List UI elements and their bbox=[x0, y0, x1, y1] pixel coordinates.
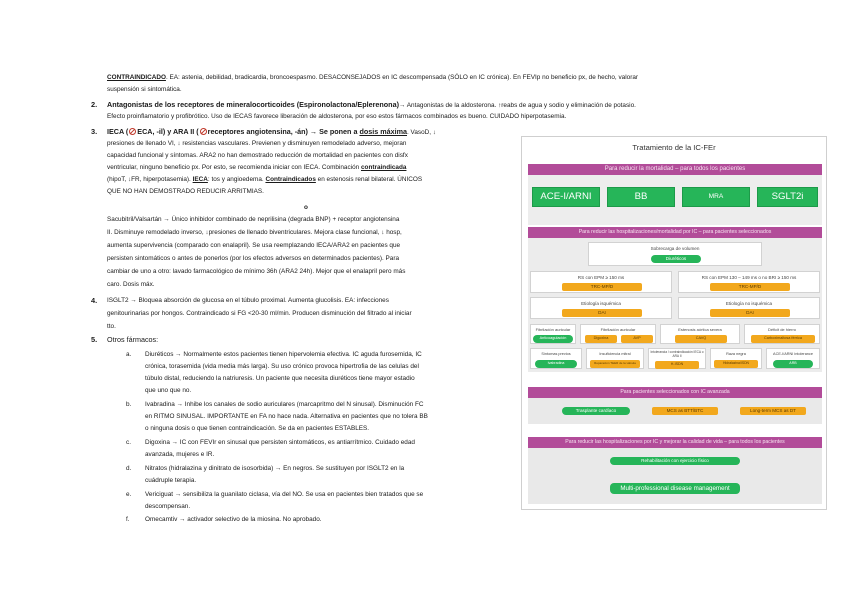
sub-f-line-1: Omecamtiv → activador selectivo de la miosina. No aprobado. bbox=[145, 516, 322, 523]
item-4-line-2: genitourinarias por hongos. Contraindicado si FG <20-30 ml/min. Producen disminución del filtrado al iniciar bbox=[107, 310, 412, 317]
multi-management-pill: Multi-professional disease management bbox=[610, 483, 740, 494]
volume-box bbox=[588, 242, 762, 266]
item-2-rest: → Antagonistas de la aldosterona. ↑reabs de agua y sodio y eliminación de potasio. bbox=[398, 102, 636, 109]
line-bb-2: suspensión si sintomática. bbox=[107, 86, 182, 93]
sub-e-marker: e. bbox=[126, 491, 132, 498]
quality-panel bbox=[528, 448, 822, 504]
line-text: . EA: astenia, debilidad, bradicardia, broncoespasmo. DESACONSEJADOS en IC descompensada (SÓLO en IC crónica). En FEVIp no beneficio px, de hecho, valorar bbox=[165, 74, 639, 81]
item-5-title: Otros fármacos: bbox=[107, 335, 159, 344]
row5-pill-3: H-ISDN bbox=[655, 361, 699, 369]
nonischemic-box bbox=[678, 297, 820, 319]
row4-box-1 bbox=[530, 324, 576, 344]
row5-pill-2: Reparación TEER de la válvula bbox=[590, 360, 640, 368]
sub-a-line-1: Diuréticos → Normalmente estos pacientes tienen hipervolemia efectiva. IC aguda furosemida, IC bbox=[145, 351, 422, 358]
t-c: receptores angiotensina, -án) → Se ponen a bbox=[207, 127, 360, 136]
row4-label-5: Déficit de hierro bbox=[767, 327, 796, 332]
sr-right-box bbox=[678, 271, 820, 293]
sub-a-line-4: que uno que no. bbox=[145, 387, 192, 394]
band-mortality: Para reducir la mortalidad – para todos los pacientes bbox=[528, 164, 822, 175]
band-advanced: Para pacientes seleccionados con IC avanzada bbox=[528, 387, 822, 398]
max-dose: dosis máxima bbox=[359, 127, 407, 136]
item-4-number: 4. bbox=[91, 296, 98, 305]
row5-pill-5: ARB bbox=[773, 360, 813, 368]
treatment-figure bbox=[521, 136, 827, 510]
item-3-line-6: QUE NO HAN DEMOSTRADO REDUCIR ARRITMIAS. bbox=[107, 188, 264, 195]
pillar-mra: MRA bbox=[682, 187, 750, 207]
contraindicated-label: CONTRAINDICADO bbox=[107, 74, 166, 81]
item-5-number: 5. bbox=[91, 335, 98, 344]
row4-box-2 bbox=[580, 324, 656, 344]
sub-b-marker: b. bbox=[126, 401, 132, 408]
nonischemic-label: Etiología no isquémica bbox=[725, 301, 773, 306]
item-2-line-2: Efecto proinflamatorio y profibrótico. Uso de IECAS favorece liberación de aldosterona, por eso estos fármacos combinados es bueno. CUIDADO hiperpotasemia. bbox=[107, 113, 567, 120]
row5-box-5 bbox=[766, 348, 820, 369]
row5-pill-4: Hidralazina/ISDN bbox=[714, 360, 758, 368]
t-a: IECA ( bbox=[107, 127, 129, 136]
row4-pill-5: Carboximaltosa férrica bbox=[751, 335, 815, 343]
sub-c-marker: c. bbox=[126, 439, 131, 446]
row5-box-2 bbox=[586, 348, 644, 369]
sub-c-line-2: avanzada, mujeres e IR. bbox=[145, 451, 215, 458]
row5-label-2: Insuficiencia mitral bbox=[599, 352, 631, 356]
t: ventricular, ninguno beneficio px. Por esto, se recomienda iniciar con IECA. Combinación bbox=[107, 164, 361, 171]
sub-d-marker: d. bbox=[126, 465, 132, 472]
row4-pill-2: Digoxina bbox=[585, 335, 617, 343]
row5-box-3 bbox=[648, 348, 706, 369]
figure-title: Tratamiento de la IC-FEr bbox=[632, 143, 716, 152]
sr-right-label: RS con EPM 130 – 149 ms o no BRI ≥ 150 ms bbox=[701, 275, 797, 280]
sub-a-line-3: túbulo distal, reduciendo la natriuresis. Un paciente que necesita diuréticos tiene mayor estadio bbox=[145, 375, 415, 382]
row5-label-4: Raza negra bbox=[726, 352, 746, 356]
advanced-panel bbox=[528, 398, 822, 424]
ieca: IECA bbox=[192, 176, 208, 183]
sv-line-1: Sacubitril/Valsartán → Único inhibidor combinado de neprilisina (degrada BNP) + receptor angiotensina bbox=[107, 216, 400, 223]
item-3-line-5 bbox=[107, 174, 422, 185]
prohibited-icon bbox=[129, 128, 136, 135]
pillar-sglt2i: SGLT2i bbox=[757, 187, 818, 207]
sub-d-line-2: cuádruple terapia. bbox=[145, 477, 197, 484]
adv-mcs-btt-pill: MCS as BTT/BTC bbox=[652, 407, 718, 415]
t-b: ECA, -il) y ARA II ( bbox=[137, 127, 199, 136]
sub-b-line-2: en RITMO SINUSAL. IMPORTANTE en FA no hace nada. Alternativa en pacientes que no tolera BB bbox=[145, 413, 428, 420]
item-3-line-3: capacidad funcional y síntomas. ARA2 no han demostrado reducción de mortalidad en pacientes con disfx bbox=[107, 152, 408, 159]
row4-pill-4: CAVQ bbox=[675, 335, 727, 343]
band-selected: Para reducir las hospitalizaciones/mortalidad por IC – para pacientes seleccionados bbox=[528, 227, 822, 238]
pillars-panel bbox=[528, 175, 822, 225]
sr-left-box bbox=[530, 271, 672, 293]
selected-panel bbox=[528, 238, 822, 372]
band-quality: Para reducir las hospitalizaciones por IC y mejorar la calidad de vida – para todos los pacientes bbox=[528, 437, 822, 448]
sub-d-line-1: Nitratos (hidralazina y dinitrato de isosorbida) → En negros. Se sustituyen por ISGLT2 en la bbox=[145, 465, 405, 472]
crt-right-pill: TRC-MP/D bbox=[710, 283, 790, 291]
row4-pill-1: Anticoagulación bbox=[533, 335, 573, 343]
row5-label-1: Síntomas previos bbox=[541, 352, 571, 356]
item-4-line-1: ISGLT2 → Bloquea absorción de glucosa en el túbulo proximal. Aumenta glucolisis. EA: infecciones bbox=[107, 297, 389, 304]
sub-b-line-3: o ninguna dosis o que tienen contraindicación. Se da en pacientes ESTABLES. bbox=[145, 425, 370, 432]
prohibited-icon bbox=[200, 128, 207, 135]
row4-label-1: Fibrilación auricular bbox=[535, 327, 571, 332]
row5-pill-1: Ivabradina bbox=[535, 360, 577, 368]
adv-mcs-dt-pill: Long-term MCS as DT bbox=[740, 407, 806, 415]
t: en estenosis renal bilateral. ÚNICOS bbox=[315, 176, 423, 183]
sr-left-label: RS con EPM ≥ 150 ms bbox=[577, 275, 625, 280]
row5-box-4 bbox=[710, 348, 762, 369]
row4-label-4: Estenosis aórtica severa bbox=[678, 327, 722, 332]
sub-e-line-2: descompensan. bbox=[145, 503, 191, 510]
sub-f-marker: f. bbox=[126, 516, 130, 523]
sv-line-5: cambiar de uno a otro: lavado farmacológico de mínimo 36h (ARA2 24h). Mejor que el enalapril pero más bbox=[107, 268, 406, 275]
item-3-line-1 bbox=[107, 126, 436, 138]
diuretics-pill: Diuréticos bbox=[651, 255, 701, 263]
sv-line-4: persisten sintomáticos o antes de ponerlos (por los efectos adversos en determinados pacientes). Para bbox=[107, 255, 399, 262]
sv-line-2: II. Disminuye remodelado inverso, ↓presiones de llenado biventriculares. Mejora clase funcional, ↓ hosp, bbox=[107, 229, 402, 236]
line-bb-1 bbox=[107, 72, 638, 83]
item-3-line-4 bbox=[107, 162, 406, 173]
or-separator: o bbox=[304, 204, 308, 211]
item-3-number: 3. bbox=[91, 127, 98, 136]
ischemic-label: Etiología isquémica bbox=[581, 301, 621, 306]
item-4-line-3: tto. bbox=[107, 323, 116, 330]
pillar-bb: BB bbox=[607, 187, 675, 207]
contraindicada: contraindicada bbox=[360, 164, 407, 171]
sub-c-line-1: Digoxina → IC con FEVIr en sinusal que persisten sintomáticos, es antiarrítmico. Cuidado edad bbox=[145, 439, 415, 446]
row4-box-5 bbox=[744, 324, 820, 344]
sub-a-marker: a. bbox=[126, 351, 132, 358]
icd-nonischemic-pill: DAI bbox=[710, 309, 790, 317]
row4-pill-3: AVP bbox=[621, 335, 653, 343]
t: (hipoT, ↓FR, hiperpotasemia). bbox=[107, 176, 193, 183]
row4-box-4 bbox=[660, 324, 740, 344]
t-e: . VasoD, ↓ bbox=[407, 129, 437, 136]
rehab-pill: Rehabilitación con ejercicio físico bbox=[610, 457, 740, 465]
t: : tos y angioedema. bbox=[207, 176, 266, 183]
adv-transplant-pill: Trasplante cardíaco bbox=[562, 407, 630, 415]
icd-ischemic-pill: DAI bbox=[562, 309, 642, 317]
crt-left-pill: TRC-MP/D bbox=[562, 283, 642, 291]
row5-label-3: Intolerancia / contraindicación IECA o ARA II bbox=[650, 350, 704, 358]
sv-line-3: aumenta supervivencia (comparado con enalapril). Se usa reemplazando IECA/ARA2 en pacientes que bbox=[107, 242, 401, 249]
pillar-ace-arni: ACE-I/ARNI bbox=[532, 187, 600, 207]
row4-label-2: Fibrilación auricular bbox=[600, 327, 636, 332]
volume-label: Sobrecarga de volumen bbox=[650, 246, 700, 251]
item-3-line-2: presiones de llenado VI, ↓ resistencias vasculares. Previenen y disminuyen remodelado adverso, mejoran bbox=[107, 140, 407, 147]
sub-e-line-1: Vericiguat → sensibiliza la guanilato ciclasa, vía del NO. Se usa en pacientes bien tratados que se bbox=[145, 491, 424, 498]
row5-label-5: ACE-I/ARNI intolerance bbox=[773, 352, 813, 356]
row5-box-1 bbox=[530, 348, 582, 369]
item-2-line-1 bbox=[107, 99, 636, 111]
sv-line-6: caro. Dosis máx. bbox=[107, 281, 155, 288]
sub-a-line-2: crónica, torasemida (vida media más larga). Su uso crónico provoca hipertrofia de las celulas del bbox=[145, 363, 419, 370]
item-2-title: Antagonistas de los receptores de mineralocorticoides (Espironolactona/Eplerenona) bbox=[107, 100, 399, 109]
ischemic-box bbox=[530, 297, 672, 319]
item-2-number: 2. bbox=[91, 100, 98, 109]
contraindicados: Contraindicados bbox=[265, 176, 316, 183]
sub-b-line-1: Ivabradina → Inhibe los canales de sodio auriculares (marcapritmo del N sinusal). Disminución FC bbox=[145, 401, 424, 408]
